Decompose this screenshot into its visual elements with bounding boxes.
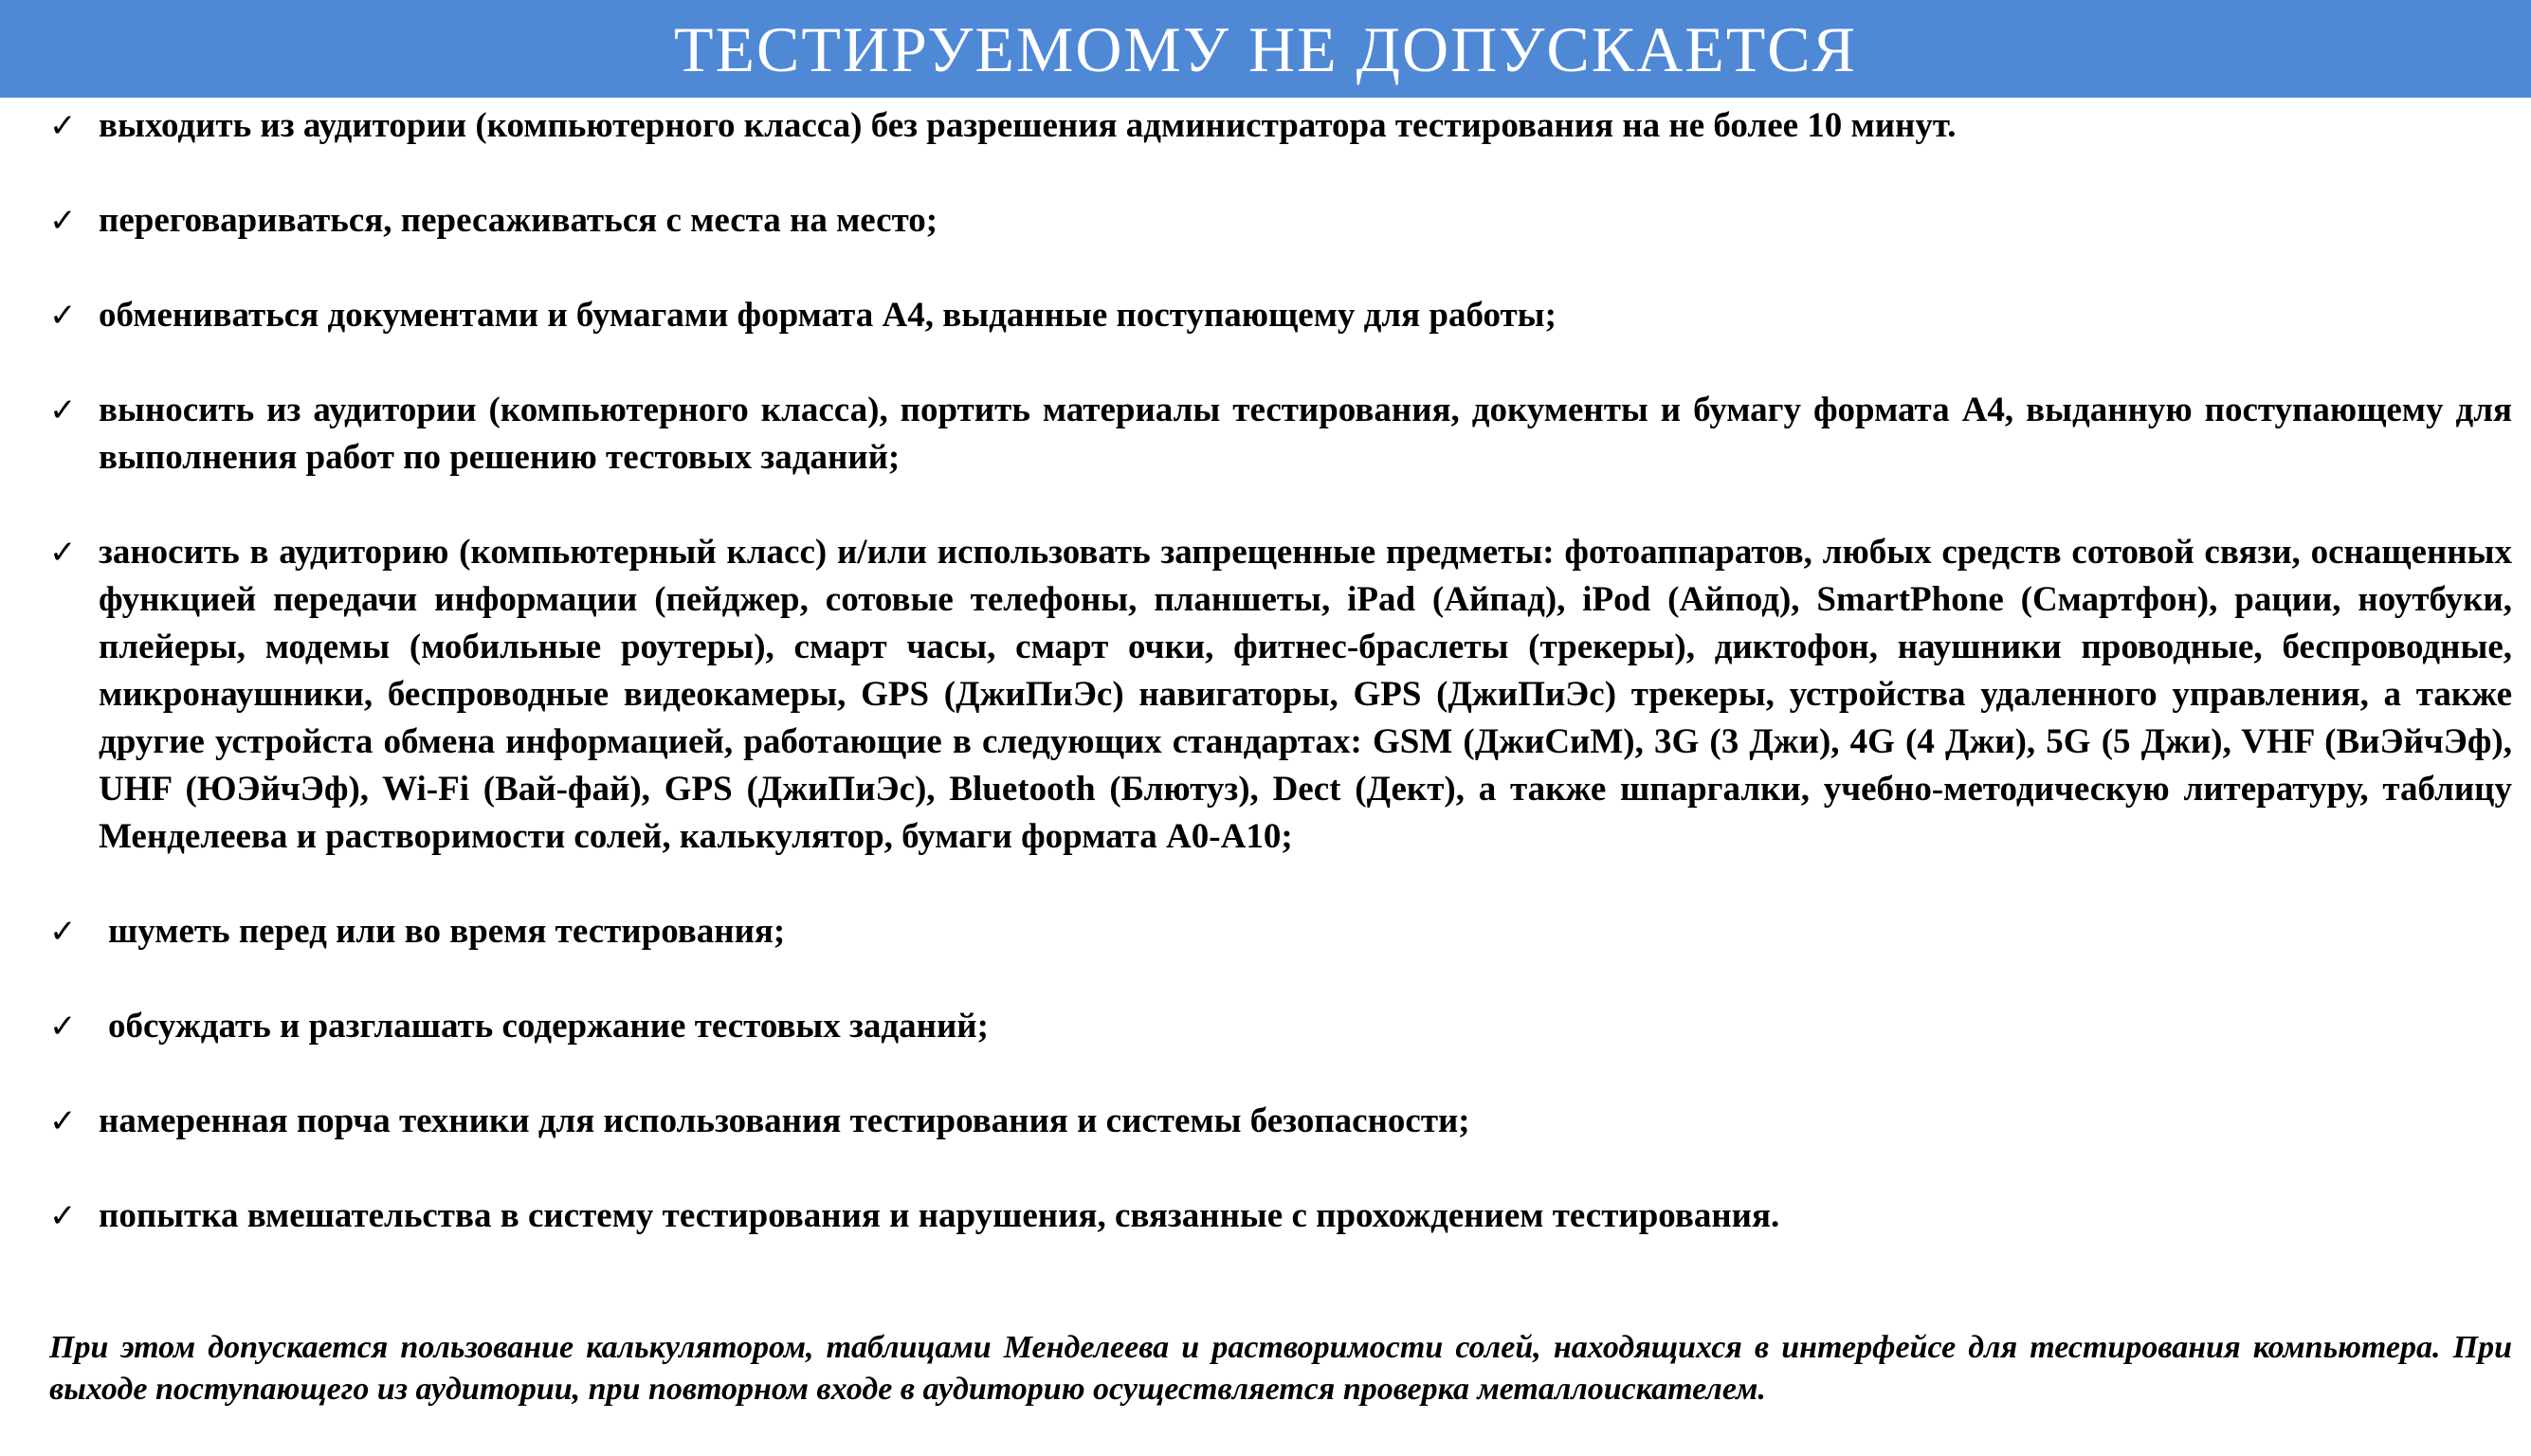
- checkmark-icon: ✓: [49, 913, 77, 951]
- footer-note: При этом допускается пользование калькулятором, таблицами Менделеева и растворимости солей, находящихся в интерфейсе для тестирования компьютера. При выходе поступающего из аудитории, при повторном входе в аудиторию осуществляется проверка металлоискателем.: [49, 1330, 2512, 1407]
- rule-text: выходить из аудитории (компьютерного класса) без разрешения администратора тестирования на не более 10 минут.: [99, 106, 1957, 145]
- list-item: [49, 1192, 2512, 1240]
- rule-text: шуметь перед или во время тестирования;: [108, 912, 786, 951]
- list-item: [49, 387, 2512, 482]
- rule-text: заносить в аудиторию (компьютерный класс) и/или использовать запрещенные предметы: фотоаппаратов, любых средств сотовой связи, оснащенных функцией передачи информации (пейджер, сотовые телефоны, планшеты, iPad (Айпад), iPod (Айпод), SmartPhone (Смартфон), рации, ноутбуки, плейеры, модемы (мобильные роутеры), смарт часы, смарт очки, фитнес-браслеты (трекеры), диктофон, наушники проводные, беспроводные, микронаушники, беспроводные видеокамеры, GPS (ДжиПиЭс) навигаторы, GPS (ДжиПиЭс) трекеры, устройства удаленного управления, а также другие устройста обмена информацией, работающие в следующих стандартах: GSM (ДжиСиМ), 3G (3 Джи), 4G (4 Джи), 5G (5 Джи), VHF (ВиЭйчЭф), UHF (ЮЭйчЭф), Wi-Fi (Вай-фай), GPS (ДжиПиЭс), Bluetooth (Блютуз), Dect (Дект), а также шпаргалки, учебно-методическую литературу, таблицу Менделеева и растворимости солей, калькулятор, бумаги формата А0-А10;: [99, 533, 2512, 856]
- rule-text: обмениваться документами и бумагами формата А4, выданные поступающему для работы;: [99, 296, 1557, 335]
- list-item: [49, 1098, 2512, 1145]
- checkmark-icon: ✓: [49, 1197, 77, 1235]
- list-item: [49, 197, 2512, 245]
- checkmark-icon: ✓: [49, 107, 77, 145]
- list-item: [49, 102, 2512, 150]
- checkmark-icon: ✓: [49, 1008, 77, 1046]
- rule-text: попытка вмешательства в систему тестирования и нарушения, связанные с прохождением тестирования.: [99, 1196, 1780, 1235]
- checkmark-icon: ✓: [49, 534, 77, 572]
- rules-list: [49, 102, 2512, 1287]
- checkmark-icon: ✓: [49, 202, 77, 240]
- page-title: ТЕСТИРУЕМОМУ НЕ ДОПУСКАЕТСЯ: [673, 12, 1858, 85]
- rule-text: намеренная порча техники для использования тестирования и системы безопасности;: [99, 1101, 1470, 1140]
- title-bar: [0, 0, 2531, 98]
- checkmark-icon: ✓: [49, 391, 77, 429]
- rule-text: переговариваться, пересаживаться с места на место;: [99, 201, 938, 240]
- list-item: [49, 529, 2512, 861]
- checkmark-icon: ✓: [49, 297, 77, 335]
- list-item: [49, 1003, 2512, 1050]
- list-item: [49, 908, 2512, 956]
- checkmark-icon: ✓: [49, 1102, 77, 1140]
- list-item: [49, 292, 2512, 339]
- rule-text: выносить из аудитории (компьютерного класса), портить материалы тестирования, документы и бумагу формата А4, выданную поступающему для выполнения работ по решению тестовых заданий;: [99, 391, 2512, 477]
- rule-text: обсуждать и разглашать содержание тестовых заданий;: [108, 1007, 989, 1046]
